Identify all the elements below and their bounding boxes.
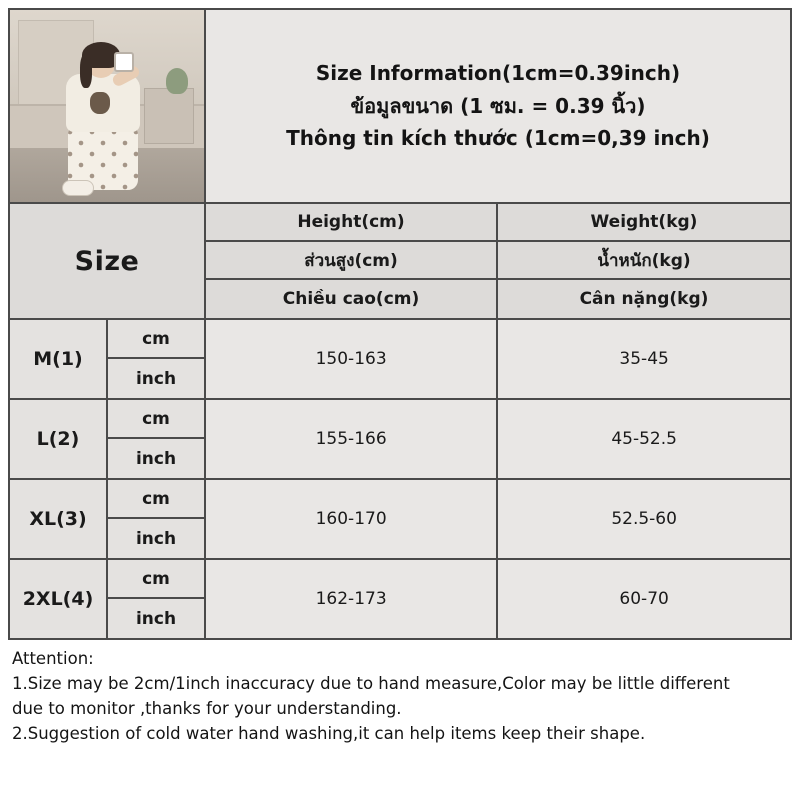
row-size-label: L(2) (10, 400, 108, 478)
row-height-value: 155-166 (206, 400, 498, 478)
attention-note (8, 640, 792, 746)
attention-line-3: 2.Suggestion of cold water hand washing,it can help items keep their shape. (12, 724, 646, 744)
table-row (10, 398, 790, 478)
attention-title: Attention: (12, 649, 94, 668)
row-unit-cell (108, 320, 206, 398)
chart-header-row (10, 10, 790, 202)
height-header-en: Height(cm) (206, 204, 496, 242)
size-chart-table (8, 8, 792, 640)
row-unit-inch: inch (135, 528, 177, 549)
table-row (10, 318, 790, 398)
table-row (10, 558, 790, 638)
row-unit-cell (108, 480, 206, 558)
row-weight-value: 52.5-60 (498, 480, 790, 558)
row-height-value: 160-170 (206, 480, 498, 558)
weight-column-header (498, 204, 790, 318)
height-column-header (206, 204, 498, 318)
row-height-value: 150-163 (206, 320, 498, 398)
weight-header-th: น้ำหนัก(kg) (498, 242, 790, 280)
row-size-label: 2XL(4) (10, 560, 108, 638)
row-unit-inch: inch (135, 608, 177, 629)
row-weight-value: 45-52.5 (498, 400, 790, 478)
row-unit-cell (108, 560, 206, 638)
weight-header-en: Weight(kg) (498, 204, 790, 242)
height-header-th: ส่วนสูง(cm) (206, 242, 496, 280)
row-weight-value: 60-70 (498, 560, 790, 638)
row-unit-cm: cm (108, 480, 204, 519)
row-unit-inch: inch (135, 448, 177, 469)
row-unit-cm: cm (108, 320, 204, 359)
row-height-value: 162-173 (206, 560, 498, 638)
slipper-icon (62, 180, 94, 196)
table-row (10, 478, 790, 558)
row-unit-inch: inch (135, 368, 177, 389)
title-line-th: ข้อมูลขนาด (1 ซม. = 0.39 นิ้ว) (350, 93, 646, 118)
photo-model-figure (56, 44, 152, 194)
metric-column-headers (206, 204, 790, 318)
row-size-label: XL(3) (10, 480, 108, 558)
chart-title (206, 10, 790, 202)
plant-icon (166, 68, 188, 94)
weight-header-vi: Cân nặng(kg) (579, 289, 709, 309)
attention-line-1: 1.Size may be 2cm/1inch inaccuracy due to hand measure,Color may be little different (12, 674, 730, 694)
row-unit-cm: cm (108, 400, 204, 439)
row-unit-cm: cm (108, 560, 204, 599)
product-photo-image (10, 10, 204, 202)
title-line-en: Size Information(1cm=0.39inch) (315, 61, 681, 86)
row-size-label: M(1) (10, 320, 108, 398)
height-header-vi: Chiều cao(cm) (282, 289, 420, 309)
cup-icon (114, 52, 134, 72)
product-photo (10, 10, 206, 202)
chart-column-header-row (10, 202, 790, 318)
title-line-vi: Thông tin kích thước (1cm=0,39 inch) (286, 126, 710, 151)
model-hair-side (80, 54, 92, 88)
cat-print-icon (90, 92, 110, 114)
row-weight-value: 35-45 (498, 320, 790, 398)
size-column-header: Size (10, 204, 206, 318)
attention-line-2: due to monitor ,thanks for your understanding. (12, 699, 402, 719)
row-unit-cell (108, 400, 206, 478)
